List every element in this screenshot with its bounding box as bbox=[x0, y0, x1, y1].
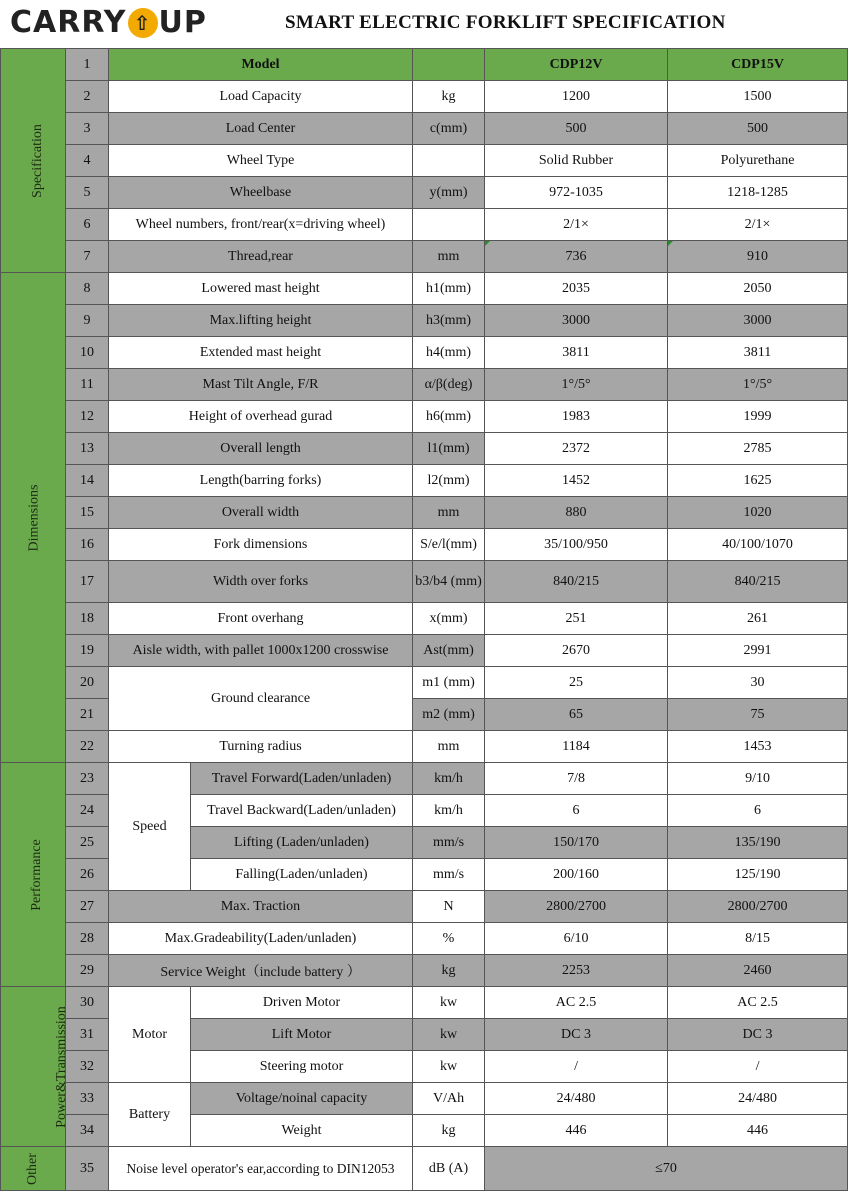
table-row bbox=[1, 955, 848, 987]
row-unit: mm/s bbox=[413, 859, 485, 891]
row-number: 23 bbox=[66, 763, 109, 795]
row-unit: c(mm) bbox=[413, 113, 485, 145]
row-unit: S/e/l(mm) bbox=[413, 529, 485, 561]
row-item: Service Weight（include battery ） bbox=[109, 955, 413, 987]
row-number: 28 bbox=[66, 923, 109, 955]
value-merged: ≤70 bbox=[485, 1147, 848, 1191]
value-b: 135/190 bbox=[668, 827, 848, 859]
row-unit: V/Ah bbox=[413, 1083, 485, 1115]
value-a: 2253 bbox=[485, 955, 668, 987]
row-item: Mast Tilt Angle, F/R bbox=[109, 369, 413, 401]
value-b: Polyurethane bbox=[668, 145, 848, 177]
value-a: 3000 bbox=[485, 305, 668, 337]
value-b: 1020 bbox=[668, 497, 848, 529]
value-b: 6 bbox=[668, 795, 848, 827]
row-item: Extended mast height bbox=[109, 337, 413, 369]
value-a: 150/170 bbox=[485, 827, 668, 859]
row-unit: x(mm) bbox=[413, 603, 485, 635]
value-a: 35/100/950 bbox=[485, 529, 668, 561]
value-a: 1184 bbox=[485, 731, 668, 763]
table-row bbox=[1, 891, 848, 923]
value-b: 2460 bbox=[668, 955, 848, 987]
row-number: 33 bbox=[66, 1083, 109, 1115]
value-a: 1°/5° bbox=[485, 369, 668, 401]
row-item: Max.Gradeability(Laden/unladen) bbox=[109, 923, 413, 955]
row-number: 8 bbox=[66, 273, 109, 305]
row-item: Falling(Laden/unladen) bbox=[191, 859, 413, 891]
value-a: 1200 bbox=[485, 81, 668, 113]
value-a: 446 bbox=[485, 1115, 668, 1147]
value-b: 910 bbox=[668, 241, 848, 273]
table-row bbox=[1, 49, 848, 81]
up-arrow-icon: ⇧ bbox=[128, 8, 158, 38]
table-row bbox=[1, 177, 848, 209]
value-b: 8/15 bbox=[668, 923, 848, 955]
value-a: 251 bbox=[485, 603, 668, 635]
table-row bbox=[1, 987, 848, 1019]
value-a: 200/160 bbox=[485, 859, 668, 891]
value-a: 2/1× bbox=[485, 209, 668, 241]
row-item: Model bbox=[109, 49, 413, 81]
value-b: 500 bbox=[668, 113, 848, 145]
value-a: 6/10 bbox=[485, 923, 668, 955]
table-row bbox=[1, 337, 848, 369]
value-b: 1°/5° bbox=[668, 369, 848, 401]
table-row bbox=[1, 561, 848, 603]
table-row bbox=[1, 145, 848, 177]
row-number: 7 bbox=[66, 241, 109, 273]
value-b: 125/190 bbox=[668, 859, 848, 891]
row-number: 13 bbox=[66, 433, 109, 465]
row-item: Lowered mast height bbox=[109, 273, 413, 305]
category-performance: Performance bbox=[1, 763, 66, 987]
row-item: Travel Forward(Laden/unladen) bbox=[191, 763, 413, 795]
row-item: Overall length bbox=[109, 433, 413, 465]
table-row bbox=[1, 1147, 848, 1191]
row-number: 30 bbox=[66, 987, 109, 1019]
row-unit: α/β(deg) bbox=[413, 369, 485, 401]
row-unit: l2(mm) bbox=[413, 465, 485, 497]
value-a: 840/215 bbox=[485, 561, 668, 603]
value-b: 261 bbox=[668, 603, 848, 635]
row-unit bbox=[413, 49, 485, 81]
model-b: CDP15V bbox=[668, 49, 848, 81]
row-number: 12 bbox=[66, 401, 109, 433]
table-row bbox=[1, 635, 848, 667]
table-row bbox=[1, 81, 848, 113]
group-battery: Battery bbox=[109, 1083, 191, 1147]
value-b: 2050 bbox=[668, 273, 848, 305]
value-a: 500 bbox=[485, 113, 668, 145]
row-number: 22 bbox=[66, 731, 109, 763]
row-number: 14 bbox=[66, 465, 109, 497]
value-b: 2800/2700 bbox=[668, 891, 848, 923]
value-a: 65 bbox=[485, 699, 668, 731]
value-a: 25 bbox=[485, 667, 668, 699]
row-number: 4 bbox=[66, 145, 109, 177]
value-b: AC 2.5 bbox=[668, 987, 848, 1019]
row-item: Noise level operator's ear,according to DIN12053 bbox=[109, 1147, 413, 1191]
value-a: 2035 bbox=[485, 273, 668, 305]
value-a: Solid Rubber bbox=[485, 145, 668, 177]
row-item: Load Capacity bbox=[109, 81, 413, 113]
row-unit: b3/b4 (mm) bbox=[413, 561, 485, 603]
value-b: 3811 bbox=[668, 337, 848, 369]
row-number: 26 bbox=[66, 859, 109, 891]
row-unit: km/h bbox=[413, 763, 485, 795]
brand-logo bbox=[10, 6, 207, 40]
row-unit: kg bbox=[413, 1115, 485, 1147]
table-row bbox=[1, 763, 848, 795]
row-unit bbox=[413, 145, 485, 177]
group-motor: Motor bbox=[109, 987, 191, 1083]
row-number: 11 bbox=[66, 369, 109, 401]
row-unit: kw bbox=[413, 1051, 485, 1083]
model-a: CDP12V bbox=[485, 49, 668, 81]
value-b: 24/480 bbox=[668, 1083, 848, 1115]
value-b: 2785 bbox=[668, 433, 848, 465]
table-row bbox=[1, 923, 848, 955]
table-row bbox=[1, 433, 848, 465]
row-unit: m1 (mm) bbox=[413, 667, 485, 699]
row-number: 16 bbox=[66, 529, 109, 561]
value-a: 1452 bbox=[485, 465, 668, 497]
table-row bbox=[1, 1083, 848, 1115]
row-item: Turning radius bbox=[109, 731, 413, 763]
value-a: 2372 bbox=[485, 433, 668, 465]
row-unit: h6(mm) bbox=[413, 401, 485, 433]
row-item: Voltage/noinal capacity bbox=[191, 1083, 413, 1115]
category-dimensions: Dimensions bbox=[1, 273, 66, 763]
table-row bbox=[1, 113, 848, 145]
table-row bbox=[1, 369, 848, 401]
row-unit: kg bbox=[413, 955, 485, 987]
table-row bbox=[1, 209, 848, 241]
value-a: 3811 bbox=[485, 337, 668, 369]
logo-text-right: UP bbox=[158, 5, 207, 40]
row-unit: mm bbox=[413, 731, 485, 763]
value-b: 1625 bbox=[668, 465, 848, 497]
row-number: 10 bbox=[66, 337, 109, 369]
value-a: 2670 bbox=[485, 635, 668, 667]
table-row bbox=[1, 731, 848, 763]
row-item: Wheel numbers, front/rear(x=driving wheel) bbox=[109, 209, 413, 241]
category-specification: Specification bbox=[1, 49, 66, 273]
row-unit: y(mm) bbox=[413, 177, 485, 209]
row-number: 1 bbox=[66, 49, 109, 81]
value-b: / bbox=[668, 1051, 848, 1083]
row-number: 31 bbox=[66, 1019, 109, 1051]
row-item: Fork dimensions bbox=[109, 529, 413, 561]
row-number: 34 bbox=[66, 1115, 109, 1147]
table-row bbox=[1, 667, 848, 699]
row-number: 19 bbox=[66, 635, 109, 667]
row-item: Weight bbox=[191, 1115, 413, 1147]
row-unit: h1(mm) bbox=[413, 273, 485, 305]
row-unit: h4(mm) bbox=[413, 337, 485, 369]
row-number: 27 bbox=[66, 891, 109, 923]
page-title: SMART ELECTRIC FORKLIFT SPECIFICATION bbox=[285, 12, 726, 33]
row-unit: mm bbox=[413, 241, 485, 273]
value-b: 30 bbox=[668, 667, 848, 699]
value-a: 880 bbox=[485, 497, 668, 529]
row-unit: N bbox=[413, 891, 485, 923]
row-item: Front overhang bbox=[109, 603, 413, 635]
row-unit: kw bbox=[413, 987, 485, 1019]
row-item: Max. Traction bbox=[109, 891, 413, 923]
value-a: 2800/2700 bbox=[485, 891, 668, 923]
row-unit: % bbox=[413, 923, 485, 955]
value-b: 446 bbox=[668, 1115, 848, 1147]
row-item: Wheelbase bbox=[109, 177, 413, 209]
row-number: 21 bbox=[66, 699, 109, 731]
row-number: 15 bbox=[66, 497, 109, 529]
row-unit: mm/s bbox=[413, 827, 485, 859]
row-unit: kw bbox=[413, 1019, 485, 1051]
row-unit bbox=[413, 209, 485, 241]
row-unit: h3(mm) bbox=[413, 305, 485, 337]
row-unit: dB (A) bbox=[413, 1147, 485, 1191]
value-b: 75 bbox=[668, 699, 848, 731]
group-speed: Speed bbox=[109, 763, 191, 891]
row-unit: Ast(mm) bbox=[413, 635, 485, 667]
row-unit: mm bbox=[413, 497, 485, 529]
table-row bbox=[1, 603, 848, 635]
value-b: 9/10 bbox=[668, 763, 848, 795]
category-other: Other bbox=[1, 1147, 66, 1191]
value-b: DC 3 bbox=[668, 1019, 848, 1051]
value-a: 972-1035 bbox=[485, 177, 668, 209]
row-number: 18 bbox=[66, 603, 109, 635]
table-row bbox=[1, 305, 848, 337]
value-a: 6 bbox=[485, 795, 668, 827]
row-number: 17 bbox=[66, 561, 109, 603]
spec-table bbox=[0, 48, 848, 1191]
value-a: 24/480 bbox=[485, 1083, 668, 1115]
row-number: 35 bbox=[66, 1147, 109, 1191]
row-number: 24 bbox=[66, 795, 109, 827]
row-item: Height of overhead gurad bbox=[109, 401, 413, 433]
value-a: 736 bbox=[485, 241, 668, 273]
row-item: Lift Motor bbox=[191, 1019, 413, 1051]
row-item: Width over forks bbox=[109, 561, 413, 603]
value-b: 1453 bbox=[668, 731, 848, 763]
row-number: 9 bbox=[66, 305, 109, 337]
row-item: Aisle width, with pallet 1000x1200 crosswise bbox=[109, 635, 413, 667]
value-a: AC 2.5 bbox=[485, 987, 668, 1019]
table-row bbox=[1, 273, 848, 305]
row-item: Steering motor bbox=[191, 1051, 413, 1083]
value-b: 1500 bbox=[668, 81, 848, 113]
row-item: Load Center bbox=[109, 113, 413, 145]
value-a: 7/8 bbox=[485, 763, 668, 795]
category-power-transmission: Power&Transmission bbox=[1, 987, 66, 1147]
row-unit: m2 (mm) bbox=[413, 699, 485, 731]
value-b: 1218-1285 bbox=[668, 177, 848, 209]
value-b: 2991 bbox=[668, 635, 848, 667]
table-row bbox=[1, 529, 848, 561]
row-number: 3 bbox=[66, 113, 109, 145]
value-b: 3000 bbox=[668, 305, 848, 337]
row-item: Length(barring forks) bbox=[109, 465, 413, 497]
value-b: 2/1× bbox=[668, 209, 848, 241]
value-a: / bbox=[485, 1051, 668, 1083]
row-item: Thread,rear bbox=[109, 241, 413, 273]
row-item: Overall width bbox=[109, 497, 413, 529]
row-item: Ground clearance bbox=[109, 667, 413, 731]
header bbox=[0, 0, 847, 50]
row-item: Lifting (Laden/unladen) bbox=[191, 827, 413, 859]
logo-text-left: CARRY bbox=[10, 5, 127, 40]
row-item: Driven Motor bbox=[191, 987, 413, 1019]
row-number: 20 bbox=[66, 667, 109, 699]
row-item: Wheel Type bbox=[109, 145, 413, 177]
value-b: 1999 bbox=[668, 401, 848, 433]
row-unit: km/h bbox=[413, 795, 485, 827]
row-item: Travel Backward(Laden/unladen) bbox=[191, 795, 413, 827]
row-number: 5 bbox=[66, 177, 109, 209]
table-row bbox=[1, 465, 848, 497]
table-row bbox=[1, 241, 848, 273]
row-number: 2 bbox=[66, 81, 109, 113]
row-unit: l1(mm) bbox=[413, 433, 485, 465]
row-number: 32 bbox=[66, 1051, 109, 1083]
value-b: 840/215 bbox=[668, 561, 848, 603]
row-number: 6 bbox=[66, 209, 109, 241]
row-number: 25 bbox=[66, 827, 109, 859]
row-item: Max.lifting height bbox=[109, 305, 413, 337]
row-unit: kg bbox=[413, 81, 485, 113]
value-a: 1983 bbox=[485, 401, 668, 433]
table-row bbox=[1, 497, 848, 529]
row-number: 29 bbox=[66, 955, 109, 987]
table-row bbox=[1, 401, 848, 433]
value-a: DC 3 bbox=[485, 1019, 668, 1051]
value-b: 40/100/1070 bbox=[668, 529, 848, 561]
